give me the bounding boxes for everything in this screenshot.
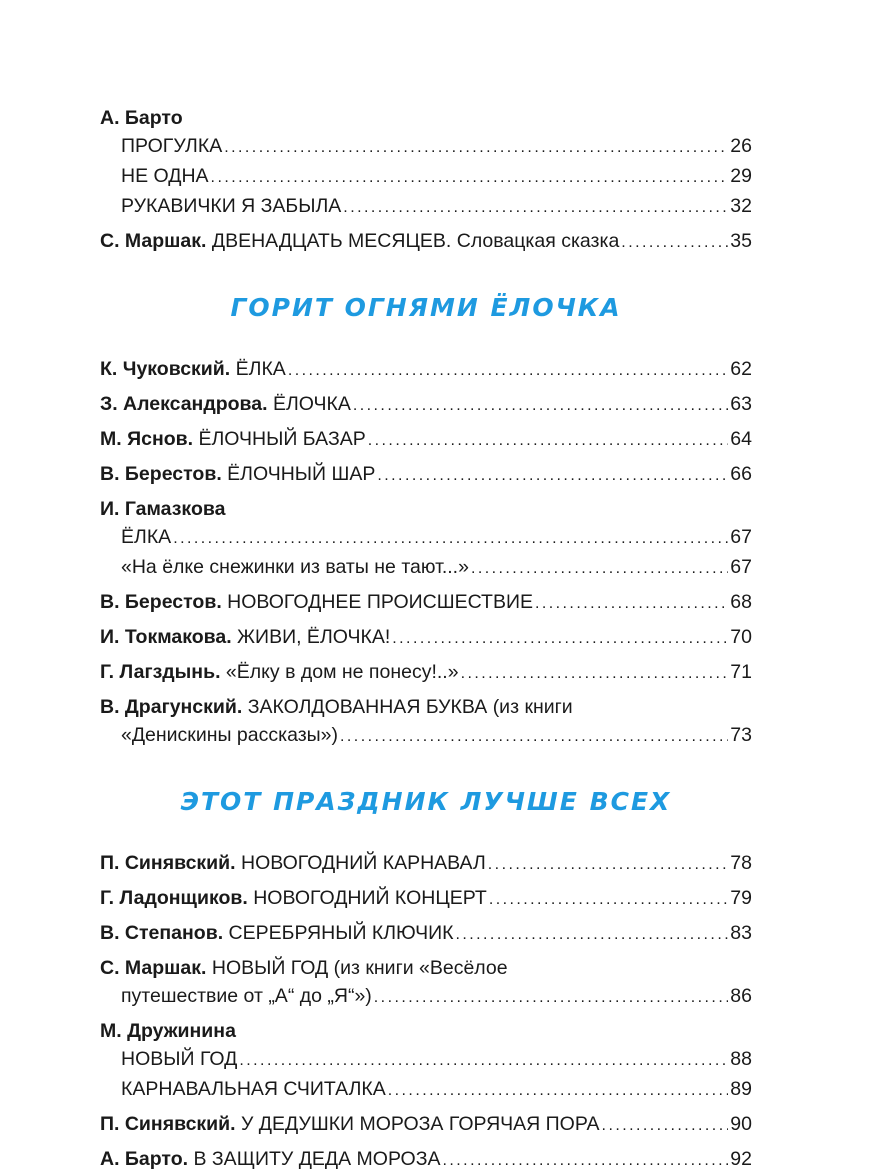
page-number: 62 [730,358,752,380]
entry-author: И. Токмакова. [100,626,232,648]
toc-entry [100,588,752,618]
entry-author: С. Маршак. [100,957,207,979]
toc-entry [100,623,752,653]
entry-title-line2: «Денискины рассказы») [121,724,339,746]
page-number: 90 [730,1113,752,1135]
entry-title: ЁЛОЧКА [272,393,351,415]
dot-leader [488,849,729,879]
page-number: 92 [730,1148,752,1170]
dot-leader [353,390,728,420]
entry-title: «Ёлку в дом не понесу!..» [225,661,459,683]
toc-entry [100,1075,752,1105]
entry-title-line1: ЗАКОЛДОВАННАЯ БУКВА (из книги [247,696,573,718]
dot-leader [224,132,728,162]
toc-entry-multiline [100,693,752,721]
page-number: 79 [730,887,752,909]
entry-title: КАРНАВАЛЬНАЯ СЧИТАЛКА [121,1078,386,1100]
entry-title: НЕ ОДНА [121,165,209,187]
toc-entry [100,192,752,222]
page-number: 66 [730,463,752,485]
toc-entry [100,132,752,162]
entry-title-line1: НОВЫЙ ГОД (из книги «Весёлое [211,957,508,979]
toc-entry-continuation [100,982,752,1012]
toc-entry [100,1110,752,1140]
entry-title: НОВОГОДНИЙ КАРНАВАЛ [241,852,486,874]
author-heading: М. Дружинина [100,1020,236,1042]
entry-author: П. Синявский. [100,852,236,874]
entry-author: С. Маршак. [100,230,207,252]
entry-author: В. Степанов. [100,922,224,944]
entry-title: ПРОГУЛКА [121,135,223,157]
toc-entry [100,460,752,490]
page-number: 26 [730,135,752,157]
page-number: 63 [730,393,752,415]
page-number: 78 [730,852,752,874]
page-number: 83 [730,922,752,944]
page-number: 70 [730,626,752,648]
dot-leader [377,460,728,490]
entry-title: «На ёлке снежинки из ваты не тают...» [121,556,469,578]
page-number: 32 [730,195,752,217]
entry-author: В. Берестов. [100,463,222,485]
section-heading: ГОРИТ ОГНЯМИ ЁЛОЧКА [230,293,622,322]
entry-author: Г. Лагздынь. [100,661,221,683]
dot-leader [471,553,728,583]
dot-leader [368,425,729,455]
page-number: 73 [730,724,752,746]
entry-title: НОВЫЙ ГОД [121,1048,238,1070]
entry-author: З. Александрова. [100,393,268,415]
toc-entry [100,355,752,385]
entry-title: У ДЕДУШКИ МОРОЗА ГОРЯЧАЯ ПОРА [241,1113,600,1135]
dot-leader [461,658,729,688]
toc-entry [100,390,752,420]
dot-leader [535,588,728,618]
toc-entry-multiline [100,954,752,982]
page-number: 88 [730,1048,752,1070]
entry-author: В. Драгунский. [100,696,243,718]
page-number: 35 [730,230,752,252]
dot-leader [343,192,728,222]
author-heading: А. Барто [100,107,183,129]
dot-leader [602,1110,729,1140]
entry-title: НОВОГОДНЕЕ ПРОИСШЕСТВИЕ [227,591,533,613]
dot-leader [374,982,729,1012]
dot-leader [621,227,728,257]
dot-leader [392,623,728,653]
entry-title: НОВОГОДНИЙ КОНЦЕРТ [253,887,487,909]
entry-title: СЕРЕБРЯНЫЙ КЛЮЧИК [228,922,454,944]
entry-title: ЖИВИ, ЁЛОЧКА! [237,626,391,648]
page-number: 68 [730,591,752,613]
page-number: 71 [730,661,752,683]
page-number: 67 [730,526,752,548]
page-number: 86 [730,985,752,1007]
toc-entry [100,553,752,583]
toc-entry [100,884,752,914]
toc-entry [100,1045,752,1075]
page-number: 29 [730,165,752,187]
toc-entry [100,658,752,688]
dot-leader [388,1075,729,1105]
dot-leader [288,355,728,385]
toc-entry [100,1145,752,1175]
entry-title: ЁЛКА [235,358,286,380]
entry-title: В ЗАЩИТУ ДЕДА МОРОЗА [193,1148,441,1170]
page-number: 89 [730,1078,752,1100]
entry-title: ДВЕНАДЦАТЬ МЕСЯЦЕВ. Словацкая сказка [211,230,620,252]
toc-entry [100,919,752,949]
toc-entry [100,523,752,553]
toc-entry [100,227,752,257]
toc-entry [100,849,752,879]
toc-entry [100,162,752,192]
dot-leader [211,162,729,192]
author-heading: И. Гамазкова [100,498,226,520]
entry-author: А. Барто. [100,1148,189,1170]
section-heading: ЭТОТ ПРАЗДНИК ЛУЧШЕ ВСЕХ [180,787,672,816]
table-of-contents [100,104,752,1175]
entry-author: П. Синявский. [100,1113,236,1135]
toc-entry-continuation [100,721,752,751]
entry-author: К. Чуковский. [100,358,231,380]
entry-title: ЁЛОЧНЫЙ БАЗАР [198,428,366,450]
toc-entry [100,425,752,455]
dot-leader [173,523,728,553]
entry-author: В. Берестов. [100,591,222,613]
page-number: 67 [730,556,752,578]
dot-leader [340,721,728,751]
entry-title: ЁЛКА [121,526,172,548]
dot-leader [455,919,728,949]
dot-leader [443,1145,729,1175]
page-number: 64 [730,428,752,450]
entry-title-line2: путешествие от „А“ до „Я“») [121,985,372,1007]
entry-title: ЁЛОЧНЫЙ ШАР [227,463,376,485]
entry-author: М. Яснов. [100,428,194,450]
dot-leader [489,884,728,914]
entry-title: РУКАВИЧКИ Я ЗАБЫЛА [121,195,342,217]
entry-author: Г. Ладонщиков. [100,887,248,909]
dot-leader [239,1045,728,1075]
